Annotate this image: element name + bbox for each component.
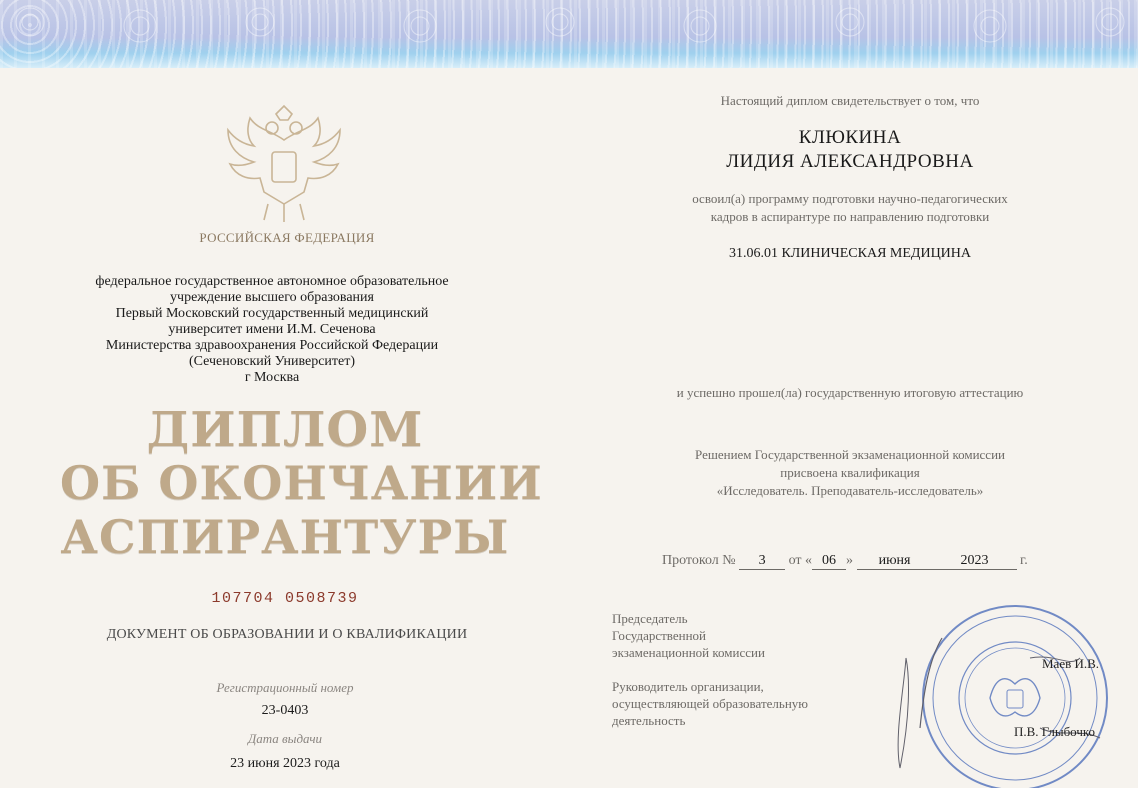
head-title <box>612 678 852 729</box>
protocol-line <box>662 553 1062 570</box>
chair-title-line: Председатель <box>612 611 688 626</box>
protocol-close-quote: » <box>846 553 854 568</box>
protocol-suffix: г. <box>1020 553 1028 568</box>
organization-line: (Сеченовский Университет) <box>188 354 356 369</box>
protocol-day: 06 <box>812 553 846 570</box>
head-name: П.В. Глыбочко <box>1014 724 1096 739</box>
program-statement-line: кадров в аспирантуре по направлению подготовки <box>710 209 990 224</box>
diploma-title-line: АСПИРАНТУРЫ <box>60 510 510 564</box>
organization-line: Министерства здравоохранения Российской Федерации <box>105 338 439 353</box>
graduate-name <box>600 126 1100 174</box>
organization-block <box>62 274 482 386</box>
serial-number: 107704 0508739 <box>211 590 359 607</box>
qualification-decision <box>600 446 1100 500</box>
security-pattern-band <box>0 0 1138 68</box>
certification-intro: Настоящий диплом свидетельствует о том, что <box>720 93 980 108</box>
graduate-given-names: ЛИДИЯ АЛЕКСАНДРОВНА <box>726 151 974 172</box>
issue-date: 23 июня 2023 года <box>230 756 340 771</box>
qualification-name: «Исследователь. Преподаватель-исследователь» <box>716 483 984 498</box>
organization-line: Первый Московский государственный медицинский <box>115 306 429 321</box>
registration-number-label: Регистрационный номер <box>216 680 354 695</box>
protocol-from: от « <box>788 553 813 568</box>
protocol-prefix: Протокол № <box>662 553 736 568</box>
head-title-line: деятельность <box>612 713 686 728</box>
attestation-statement: и успешно прошел(ла) государственную итоговую аттестацию <box>676 385 1024 400</box>
diploma-title-line: ОБ ОКОНЧАНИИ <box>60 456 543 510</box>
chair-title <box>612 610 852 661</box>
protocol-year: 2023 <box>933 553 1017 570</box>
decision-line: присвоена квалификация <box>780 465 920 480</box>
official-seal-stamp <box>880 598 1110 788</box>
diploma-title-line: ДИПЛОМ <box>146 402 424 458</box>
organization-line: учреждение высшего образования <box>170 290 374 305</box>
head-title-line: Руководитель организации, <box>612 679 764 694</box>
graduate-surname: КЛЮКИНА <box>798 127 902 148</box>
registration-number: 23-0403 <box>261 703 309 718</box>
coat-of-arms-emblem <box>220 100 348 228</box>
chair-title-line: Государственной <box>612 628 707 643</box>
program-statement-line: освоил(а) программу подготовки научно-педагогических <box>692 191 1008 206</box>
rosette-pattern <box>0 0 1138 68</box>
protocol-number: 3 <box>739 553 785 570</box>
program-statement <box>600 190 1100 226</box>
head-title-line: осуществляющей образовательную <box>612 696 808 711</box>
organization-city: г Москва <box>244 370 300 385</box>
protocol-month: июня <box>857 553 933 570</box>
document-type: ДОКУМЕНТ ОБ ОБРАЗОВАНИИ И О КВАЛИФИКАЦИИ <box>106 627 468 642</box>
issue-date-label: Дата выдачи <box>247 731 323 746</box>
specialty: 31.06.01 КЛИНИЧЕСКАЯ МЕДИЦИНА <box>728 246 972 261</box>
chair-name: Маев И.В. <box>1042 656 1100 671</box>
chair-title-line: экзаменационной комиссии <box>612 645 765 660</box>
organization-line: федеральное государственное автономное образовательное <box>95 274 449 289</box>
decision-line: Решением Государственной экзаменационной комиссии <box>695 447 1005 462</box>
organization-line: университет имени И.М. Сеченова <box>168 322 376 337</box>
country-name: РОССИЙСКАЯ ФЕДЕРАЦИЯ <box>199 230 375 245</box>
